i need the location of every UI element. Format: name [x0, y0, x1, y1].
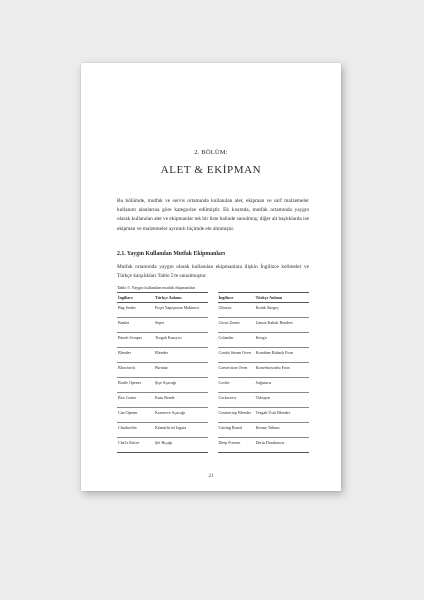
page-number: 21	[208, 474, 214, 479]
cell-english-2: Cutting Board	[218, 423, 255, 438]
cell-english-2: Convection Oven	[218, 363, 255, 378]
table-row	[117, 318, 309, 333]
section-heading: 2.1. Yaygın Kullanılan Mutfak Ekipmanları	[117, 251, 226, 257]
cell-turkish-2: Konik Süzgeç	[255, 303, 309, 318]
cell-english-2: Chinois	[218, 303, 255, 318]
table-header-row	[117, 293, 309, 303]
cell-english-2: Combi Steam Oven	[218, 348, 255, 363]
chapter-label: 2. BÖLÜM:	[194, 149, 228, 156]
cell-turkish-2: Kesme Tahtası	[255, 423, 309, 438]
cell-english-2: Deep Freezer	[218, 438, 255, 453]
cell-english-1: Bottle Opener	[117, 378, 154, 393]
cell-turkish-1: Tezgah Kazıyıcı	[154, 333, 208, 348]
cell-english-2: Citrus Zester	[218, 318, 255, 333]
header-turkish-1: Türkçe Anlamı	[154, 293, 208, 303]
cell-english-1: Bag Sealer	[117, 303, 154, 318]
table-row	[117, 363, 309, 378]
cell-turkish-1: Sepet	[154, 318, 208, 333]
cell-english-1: Charbroiler	[117, 423, 154, 438]
table-row	[117, 378, 309, 393]
cell-turkish-1: Poşet Yapıştırma Makinesi	[154, 303, 208, 318]
cell-english-1: Blender	[117, 348, 154, 363]
table-row	[117, 348, 309, 363]
intro-paragraph: Bu bölümde, mutfak ve servis ortamında kullanılan alet, ekipman ve sarf malzemeler kullanım alanlarına göre kategorize edilmiştir. Ek kısımda, mutfak ortamında yaygın olarak kullanılan alet ve ekipmanlar tek bir liste halinde sunulmuş; diğer alt başlıklarda ise ekipman ve malzemeler ayrıntılı biçimde ele alınmıştır.	[117, 198, 309, 232]
cell-turkish-2: Kevgir	[255, 333, 309, 348]
cell-english-2: Corkscrew	[218, 393, 255, 408]
table-row	[117, 423, 309, 438]
cell-english-1: Bench Scraper	[117, 333, 154, 348]
cell-turkish-2: Kombine Buharlı Fırın	[255, 348, 309, 363]
header-english-2: İngilizce	[218, 293, 255, 303]
section-paragraph: Mutfak ortamında yaygın olarak kullanılan ekipmanlara ilişkin İngilizce kelimeler ve Türkçe karşılıkları Tablo 5'te sunulmuştur.	[117, 264, 309, 280]
table-body	[117, 303, 309, 453]
cell-turkish-2: Soğutucu	[255, 378, 309, 393]
cell-turkish-2: Limon Kabuk Rendesi	[255, 318, 309, 333]
cell-turkish-2: Derin Dondurucu	[255, 438, 309, 453]
cell-turkish-1: Pürmüz	[154, 363, 208, 378]
cell-english-1: Basket	[117, 318, 154, 333]
cell-turkish-1: Kutu Rende	[154, 393, 208, 408]
cell-english-2: Countertop Blender	[218, 408, 255, 423]
cell-english-1: Chef's Knive	[117, 438, 154, 453]
table-row	[117, 303, 309, 318]
book-page	[81, 63, 341, 491]
cell-turkish-1: Şişe Açacağı	[154, 378, 208, 393]
cell-turkish-2: Konveksiyonlu Fırın	[255, 363, 309, 378]
table-row	[117, 408, 309, 423]
cell-english-2: Cooler	[218, 378, 255, 393]
header-english-1: İngilizce	[117, 293, 154, 303]
table-caption: Tablo 5. Yaygın kullanılan mutfak ekipmanları	[117, 285, 196, 290]
cell-turkish-1: Blender	[154, 348, 208, 363]
table-row	[117, 438, 309, 453]
cell-turkish-1: Kömürlü tel Izgara	[154, 423, 208, 438]
cell-english-2: Colander	[218, 333, 255, 348]
cell-turkish-1: Konserve Açacağı	[154, 408, 208, 423]
cell-turkish-2: Tirbuşon	[255, 393, 309, 408]
cell-turkish-2: Tezgah Üstü Blender	[255, 408, 309, 423]
table-row	[117, 393, 309, 408]
cell-english-1: Can Opener	[117, 408, 154, 423]
cell-english-1: Blowtorch	[117, 363, 154, 378]
chapter-title: ALET & EKİPMAN	[160, 164, 262, 176]
cell-turkish-1: Şef Bıçağı	[154, 438, 208, 453]
table-row	[117, 333, 309, 348]
equipment-table	[117, 292, 309, 453]
cell-english-1: Box Grater	[117, 393, 154, 408]
header-turkish-2: Türkçe Anlamı	[255, 293, 309, 303]
